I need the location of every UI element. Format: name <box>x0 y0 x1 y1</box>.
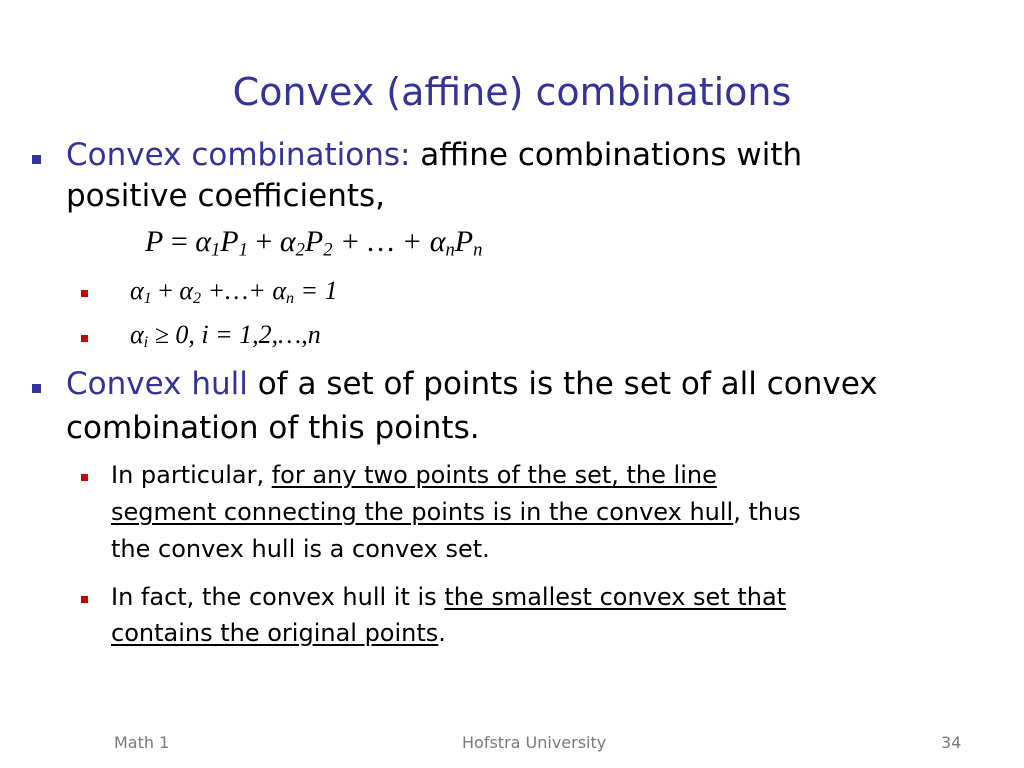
bullet-text-cont: combination of this points. <box>66 410 480 446</box>
sub-bullet-text: In fact, the convex hull it is the smallest convex set that <box>111 583 787 611</box>
footer-center: Hofstra University <box>462 733 607 752</box>
term-convex-combinations: Convex combinations: <box>66 137 411 173</box>
definition-text: affine combinations with <box>410 137 803 173</box>
constraint-sum: $\alpha_1 + \alpha_2$ +…+ $\alpha_n = 1$ <box>130 276 338 308</box>
sub-bullet-marker <box>81 290 88 297</box>
sub-bullet-text-cont: segment connecting the points is in the convex hull, thus <box>111 498 801 526</box>
footer-left: Math 1 <box>114 733 170 752</box>
bullet-text-cont: positive coefficients, <box>66 178 386 214</box>
definition-text: of a set of points is the set of all convex <box>247 366 878 402</box>
sub-bullet-text-cont: the convex hull is a convex set. <box>111 535 490 563</box>
sub-bullet-marker <box>81 596 88 603</box>
formula: $P = \alpha_1P_1 + \alpha_2P_2$ + … + $\alpha_nP_n$ <box>145 225 483 261</box>
constraint-positive: $\alpha_i \ge 0$, i = 1,2,…,n <box>130 320 321 352</box>
bullet-text <box>66 366 878 402</box>
bullet-text <box>66 137 802 173</box>
sub-bullet-marker <box>81 335 88 342</box>
sub-bullet-marker <box>81 474 88 481</box>
sub-bullet-text: In particular, for any two points of the set, the line <box>111 461 717 489</box>
bullet-marker <box>32 384 41 393</box>
bullet-marker <box>32 155 41 164</box>
slide-title: Convex (affine) combinations <box>232 70 792 114</box>
term-convex-hull: Convex hull <box>66 366 248 402</box>
footer-page-number: 34 <box>941 733 962 752</box>
sub-bullet-text-cont: contains the original points. <box>111 619 446 647</box>
